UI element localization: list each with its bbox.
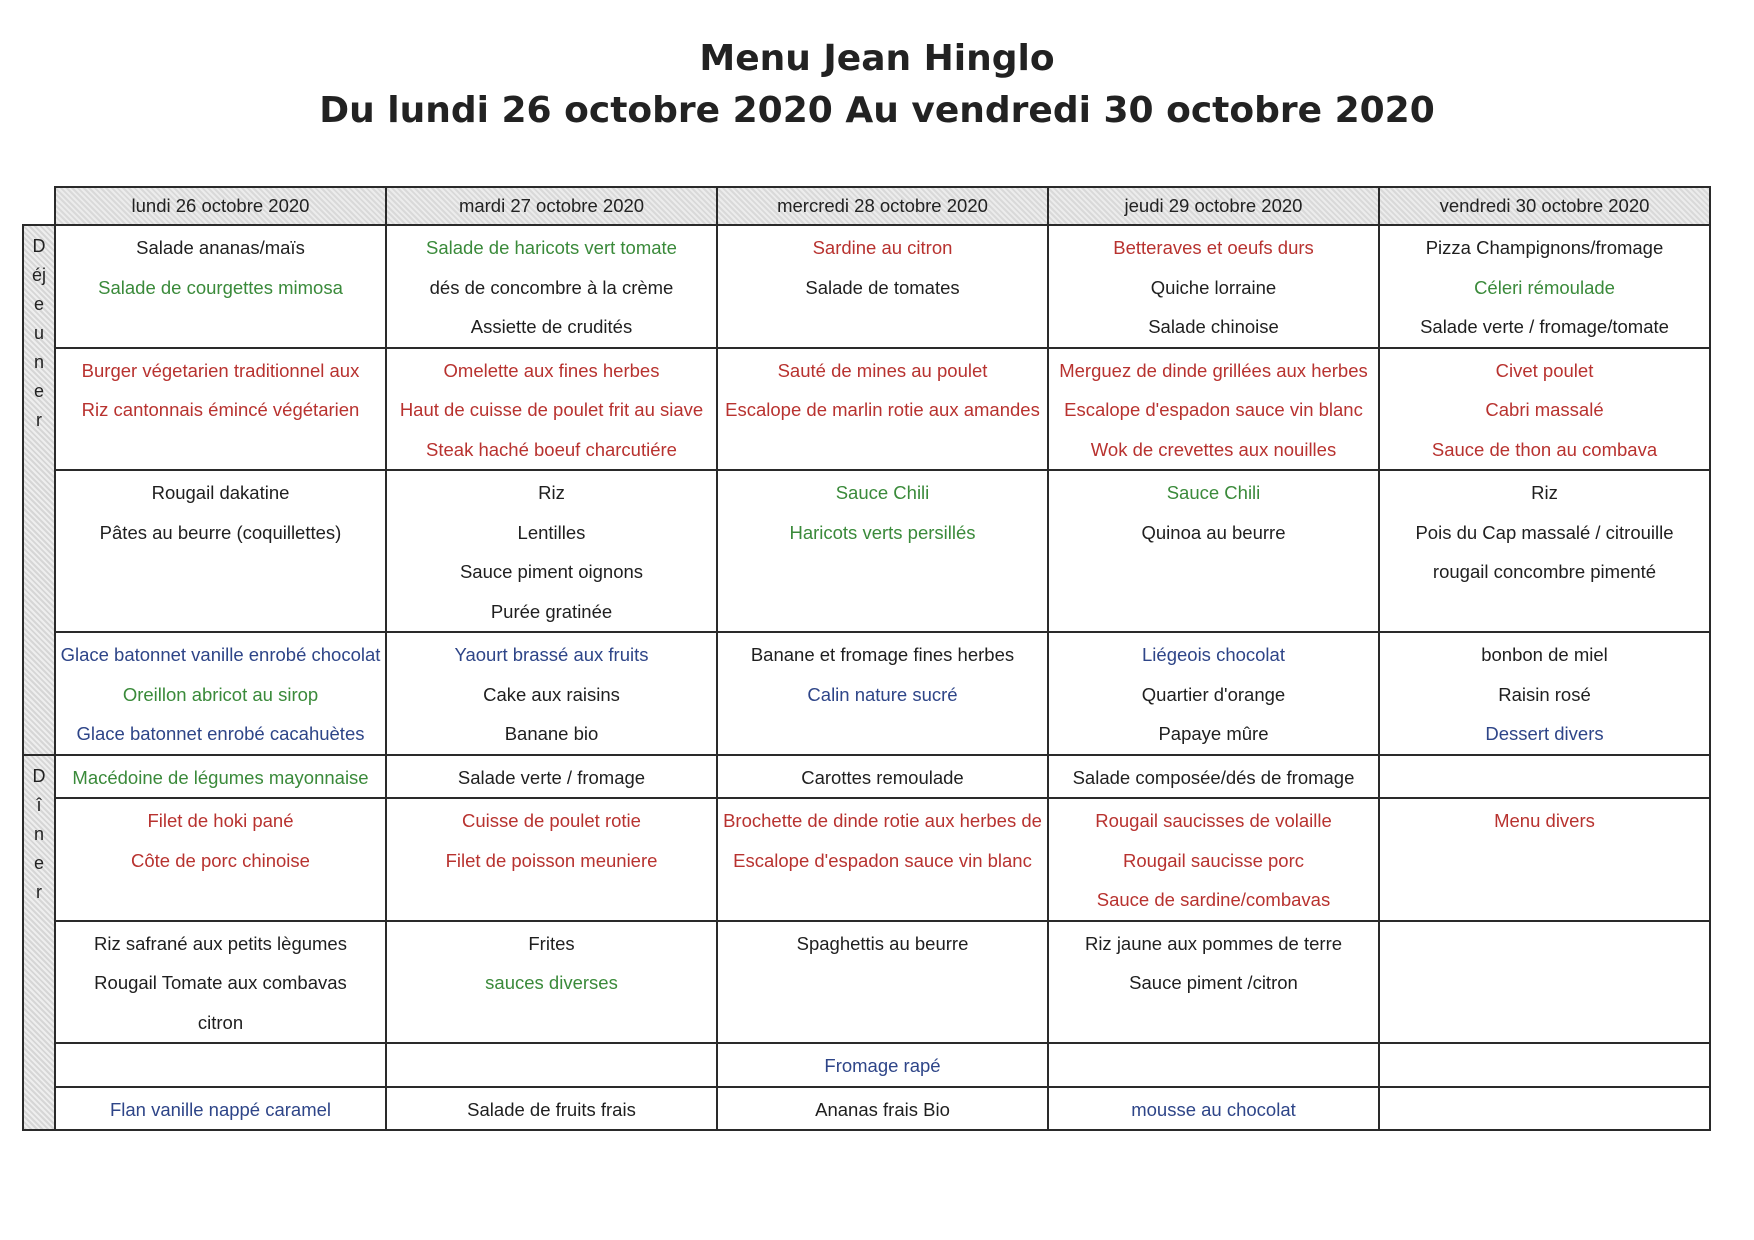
dejeuner-cell-wednesday: [717, 348, 1048, 471]
dish-item: Salade verte / fromage: [457, 766, 646, 788]
dish-item: Betteraves et oeufs durs: [1113, 237, 1314, 258]
section-diner-label: Dîner: [32, 765, 46, 902]
dish-item: Oreillon abricot au sirop: [122, 683, 319, 705]
dejeuner-cell-wednesday: [717, 225, 1048, 348]
dejeuner-cell-monday: [55, 470, 386, 632]
dejeuner-cell-friday: [1379, 348, 1710, 471]
dish-item: Steak haché boeuf charcutiére: [426, 438, 677, 460]
diner-row: [23, 921, 1710, 1044]
diner-cell-wednesday: [717, 1043, 1048, 1087]
dish-item: Haricots verts persillés: [789, 521, 976, 543]
dish-item: Salade chinoise: [1148, 316, 1279, 337]
dish-item: Riz: [1531, 482, 1558, 503]
diner-cell-tuesday: [386, 1043, 717, 1087]
diner-cell-friday: [1379, 798, 1710, 921]
diner-row: [23, 1087, 1710, 1131]
diner-cell-monday: [55, 755, 386, 799]
dish-item: mousse au chocolat: [1131, 1098, 1296, 1120]
dish-item: Menu divers: [1494, 810, 1595, 831]
dish-item: Spaghettis au beurre: [796, 932, 969, 954]
dish-item: rougail concombre pimenté: [1432, 561, 1657, 582]
diner-cell-friday: [1379, 1087, 1710, 1131]
dish-item: Riz: [538, 482, 565, 503]
dejeuner-cell-friday: [1379, 225, 1710, 348]
section-dejeuner-label: Déjeuner: [32, 236, 47, 430]
dish-item: Sauté de mines au poulet: [777, 359, 988, 381]
diner-cell-thursday: [1048, 921, 1379, 1044]
diner-cell-monday: [55, 1043, 386, 1087]
day-header-row: [23, 187, 1710, 225]
diner-row: [23, 798, 1710, 921]
diner-cell-thursday: [1048, 798, 1379, 921]
dejeuner-cell-monday: [55, 225, 386, 348]
dish-item: Sardine au citron: [812, 237, 953, 258]
dish-item: Quartier d'orange: [1141, 683, 1286, 705]
dish-item: Raisin rosé: [1498, 683, 1591, 705]
dish-item: Wok de crevettes aux nouilles: [1090, 438, 1337, 460]
dish-item: Sauce de thon au combava: [1431, 438, 1658, 460]
diner-cell-friday: [1379, 921, 1710, 1044]
diner-cell-thursday: [1048, 1087, 1379, 1131]
dish-item: Ananas frais Bio: [815, 1098, 950, 1120]
dish-item: Burger végetarien traditionnel aux: [81, 359, 360, 381]
dish-item: Salade composée/dés de fromage: [1072, 766, 1355, 788]
dejeuner-cell-tuesday: [386, 470, 717, 632]
day-header-tuesday: mardi 27 octobre 2020: [386, 187, 717, 225]
dish-item: Pois du Cap massalé / citrouille: [1415, 521, 1674, 543]
dish-item: Quinoa au beurre: [1141, 521, 1286, 543]
diner-cell-monday: [55, 1087, 386, 1131]
dejeuner-cell-thursday: [1048, 225, 1379, 348]
dish-item: Escalope de marlin rotie aux amandes: [725, 399, 1040, 420]
dish-item: Filet de hoki pané: [147, 810, 294, 831]
dish-item: Civet poulet: [1495, 359, 1594, 381]
diner-cell-tuesday: [386, 755, 717, 799]
dish-item: Rougail saucisses de volaille: [1095, 810, 1332, 831]
dish-item: Merguez de dinde grillées aux herbes: [1059, 359, 1368, 381]
diner-cell-tuesday: [386, 921, 717, 1044]
dejeuner-cell-tuesday: [386, 225, 717, 348]
dish-item: Rougail Tomate aux combavas: [94, 972, 347, 993]
dejeuner-cell-thursday: [1048, 470, 1379, 632]
dish-item: dés de concombre à la crème: [429, 276, 674, 298]
diner-cell-wednesday: [717, 798, 1048, 921]
dish-item: Frites: [528, 932, 575, 954]
dejeuner-row: [23, 225, 1710, 348]
diner-cell-friday: [1379, 1043, 1710, 1087]
dish-item: Banane et fromage fines herbes: [750, 644, 1015, 665]
dish-item: Calin nature sucré: [807, 683, 958, 705]
dish-item: Assiette de crudités: [470, 316, 633, 337]
diner-cell-monday: [55, 798, 386, 921]
diner-cell-wednesday: [717, 755, 1048, 799]
dish-item: sauces diverses: [485, 972, 618, 993]
dish-item: Rougail dakatine: [151, 482, 290, 503]
diner-cell-wednesday: [717, 1087, 1048, 1131]
dish-item: Liégeois chocolat: [1142, 644, 1285, 665]
dish-item: bonbon de miel: [1481, 644, 1608, 665]
dish-item: Macédoine de légumes mayonnaise: [72, 766, 369, 788]
dejeuner-cell-friday: [1379, 470, 1710, 632]
diner-cell-thursday: [1048, 755, 1379, 799]
dish-item: Pâtes au beurre (coquillettes): [99, 521, 342, 543]
dish-item: Salade verte / fromage/tomate: [1420, 316, 1669, 337]
dish-item: Rougail saucisse porc: [1123, 849, 1304, 871]
menu-title: Menu Jean Hinglo: [699, 38, 1055, 79]
dish-item: Fromage rapé: [824, 1055, 941, 1076]
dish-item: Riz safrané aux petits lègumes: [94, 932, 347, 954]
diner-cell-monday: [55, 921, 386, 1044]
dejeuner-cell-wednesday: [717, 632, 1048, 755]
dish-item: Cuisse de poulet rotie: [462, 810, 641, 831]
dish-item: Côte de porc chinoise: [131, 849, 310, 871]
dish-item: Carottes remoulade: [801, 766, 964, 788]
dish-item: Sauce de sardine/combavas: [1096, 889, 1331, 910]
dish-item: Sauce Chili: [1166, 482, 1261, 503]
dish-item: Purée gratinée: [490, 600, 613, 622]
day-header-wednesday: mercredi 28 octobre 2020: [717, 187, 1048, 225]
dish-item: Sauce piment /citron: [1129, 972, 1298, 993]
dish-item: Escalope d'espadon sauce vin blanc: [1064, 399, 1363, 420]
dish-item: Lentilles: [517, 521, 586, 543]
dejeuner-cell-monday: [55, 348, 386, 471]
dish-item: Salade de courgettes mimosa: [98, 276, 343, 298]
dish-item: Sauce piment oignons: [459, 561, 644, 582]
dejeuner-cell-thursday: [1048, 632, 1379, 755]
dish-item: Riz cantonnais émincé végétarien: [81, 399, 360, 420]
diner-row: [23, 1043, 1710, 1087]
dejeuner-row: [23, 348, 1710, 471]
diner-cell-thursday: [1048, 1043, 1379, 1087]
dish-item: Céleri rémoulade: [1474, 276, 1615, 298]
dish-item: Salade ananas/maïs: [136, 237, 305, 258]
dish-item: Salade de haricots vert tomate: [426, 237, 677, 258]
diner-row: [23, 755, 1710, 799]
dish-item: Escalope d'espadon sauce vin blanc: [733, 849, 1032, 871]
dish-item: Omelette aux fines herbes: [443, 359, 660, 381]
diner-cell-friday: [1379, 755, 1710, 799]
day-header-monday: lundi 26 octobre 2020: [55, 187, 386, 225]
diner-cell-tuesday: [386, 1087, 717, 1131]
menu-date-range: Du lundi 26 octobre 2020 Au vendredi 30 octobre 2020: [319, 90, 1435, 131]
dish-item: Glace batonnet vanille enrobé chocolat: [60, 644, 381, 665]
menu-table: [22, 186, 1711, 1131]
dejeuner-cell-monday: [55, 632, 386, 755]
dejeuner-cell-friday: [1379, 632, 1710, 755]
dish-item: Salade de tomates: [805, 276, 960, 298]
section-diner: [23, 755, 55, 1131]
dish-item: Cabri massalé: [1485, 399, 1604, 420]
day-header-friday: vendredi 30 octobre 2020: [1379, 187, 1710, 225]
header-corner: [23, 187, 55, 225]
dish-item: Sauce Chili: [835, 482, 930, 503]
dish-item: Dessert divers: [1485, 723, 1604, 744]
dish-item: Glace batonnet enrobé cacahuètes: [76, 723, 365, 744]
section-dejeuner: [23, 225, 55, 755]
dish-item: Flan vanille nappé caramel: [109, 1098, 332, 1120]
dejeuner-cell-thursday: [1048, 348, 1379, 471]
dish-item: citron: [197, 1011, 244, 1033]
dish-item: Cake aux raisins: [483, 683, 620, 705]
diner-cell-tuesday: [386, 798, 717, 921]
dejeuner-cell-tuesday: [386, 348, 717, 471]
dejeuner-row: [23, 632, 1710, 755]
dejeuner-row: [23, 470, 1710, 632]
day-header-thursday: jeudi 29 octobre 2020: [1048, 187, 1379, 225]
dish-item: Quiche lorraine: [1150, 276, 1277, 298]
dish-item: Salade de fruits frais: [467, 1098, 636, 1120]
dish-item: Haut de cuisse de poulet frit au siave: [399, 399, 704, 420]
diner-cell-wednesday: [717, 921, 1048, 1044]
dish-item: Yaourt brassé aux fruits: [454, 644, 649, 665]
dejeuner-cell-tuesday: [386, 632, 717, 755]
dish-item: Banane bio: [504, 723, 599, 744]
dish-item: Pizza Champignons/fromage: [1425, 237, 1664, 258]
dish-item: Riz jaune aux pommes de terre: [1084, 932, 1343, 954]
dish-item: Brochette de dinde rotie aux herbes de: [723, 810, 1042, 831]
dish-item: Papaye mûre: [1158, 723, 1269, 744]
dejeuner-cell-wednesday: [717, 470, 1048, 632]
dish-item: Filet de poisson meuniere: [445, 849, 658, 871]
